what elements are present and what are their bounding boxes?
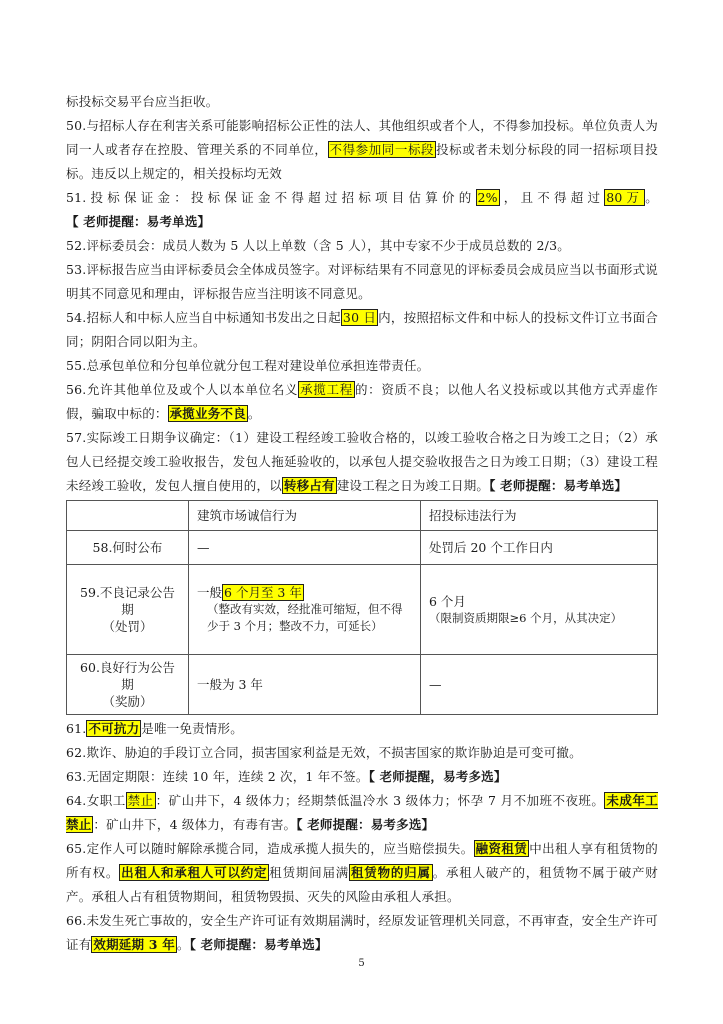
item-64: 64.女职工 禁止 ：矿山井下，4 级体力；经期禁低温冷水 3 级体力；怀孕 7 月不加班不夜班。 未成年工禁止 ：矿山井下，4 级体力，有毒有害。【 老师提醒：易考多选】 [66,793,659,832]
highlight-may-agree: 出租人和承租人可以约定 [121,865,268,880]
table-header-row [67,501,658,531]
highlight-ownership: 租赁物的归属 [351,865,431,880]
highlight-6m-3y: 6 个月至 3 年 [224,585,302,600]
table-cell: 一般为 3 年 [189,655,421,715]
item-54: 54.招标人和中标人应当自中标通知书发出之日起 30 日 内，按照招标文件和中标人的投标文件订立书面合同；阴阳合同以阳为主。 [66,310,658,349]
table-cell: — [189,531,421,565]
teacher-tip: 【 老师提醒：易考单选】 [66,214,211,229]
item-51: 51.投标保证金：投标保证金不得超过招标项目估算价的 2% ，且不得超过 80万 。【 老师提醒：易考单选】 [66,190,658,229]
row-label: 59.不良记录公告期 （处罚） [67,565,189,655]
table-row [67,531,658,565]
item-61: 61. 不可抗力 是唯一免责情形。 [66,721,243,736]
item-56: 56.允许其他单位及或个人以本单位名义 承揽工程 的：资质不良；以他人名义投标或以其他方式弄虚作假，骗取中标的： 承揽业务不良 。 [66,382,658,421]
row-label: 58.何时公布 [67,531,189,565]
row-label: 60.良好行为公告期 （奖励） [67,655,189,715]
table-cell: 处罚后 20 个工作日内 [421,531,658,565]
item-50: 50.与招标人存在利害关系可能影响招标公正性的法人、其他组织或者个人，不得参加投标。单位负责人为同一人或者存在控股、管理关系的不同单位， 不得参加同一标段 投标或者未划分标段的同一招标项目投标。违反以上规定的，相关投标均无效 [66,118,658,181]
highlight-prohibit: 禁止 [127,793,154,808]
item-66: 66.未发生死亡事故的，安全生产许可证有效期届满时，经原发证管理机关同意，不再审查，安全生产许可证有 效期延期 3 年 。【 老师提醒：易考单选】 [66,913,658,952]
item-62: 62.欺诈、胁迫的手段订立合同，损害国家利益是无效，不损害国家的欺诈胁迫是可变可撤。 [66,745,582,760]
teacher-tip: 【 老师提醒：易考多选】 [296,817,435,832]
highlight-80w: 80万 [606,190,644,205]
item-55: 55.总承包单位和分包单位就分包工程对建设单位承担连带责任。 [66,358,430,373]
highlight-transfer-possession: 转移占有 [283,478,335,493]
table-cell: — [421,655,658,715]
teacher-tip: 【 老师提醒：易考单选】 [189,937,328,952]
highlight-minor-prohibit: 未成年工禁止 [66,793,659,832]
table-row [67,655,658,715]
highlight-extend-3y: 效期延期 3 年 [93,937,175,952]
table-cell: 一般 6 个月至 3 年 （整改有实效，经批准可缩短，但不得少于 3 个月；整改不力，可延长） [189,565,421,655]
paragraph-continuation: 标投标交易平台应当拒收。 [66,94,219,109]
teacher-tip: 【 老师提醒：易考单选】 [489,478,628,493]
table-header-empty [67,501,189,531]
table-cell: 6 个月 （限制资质期限≥6 个月，从其决定） [421,565,658,655]
highlight-same-section: 不得参加同一标段 [329,142,435,157]
table-row [67,565,658,655]
table-header-credit: 建筑市场诚信行为 [189,501,421,531]
highlight-finance-lease: 融资租赁 [475,841,528,856]
teacher-tip: 【 老师提醒，易考多选】 [368,769,507,784]
highlight-contract-project: 承揽工程 [300,382,353,397]
highlight-2pct: 2% [477,190,498,205]
item-52: 52.评标委员会：成员人数为 5 人以上单数（含 5 人），其中专家不少于成员总数的 2/3。 [66,238,570,253]
highlight-30-days: 30 日 [342,310,377,325]
highlight-bad-business: 承揽业务不良 [169,406,246,421]
item-65: 65.定作人可以随时解除承揽合同，造成承揽人损失的，应当赔偿损失。 融资租赁 中出租人享有租赁物的所有权。 出租人和承租人可以约定 租赁期间届满 租赁物的归属 。承租人破产的，租赁物不属于破产财产。承租人占有租赁物期间，租赁物毁损、灭失的风险由承租人承担。 [66,841,659,904]
comparison-table [66,500,658,715]
table-header-violation: 招投标违法行为 [421,501,658,531]
highlight-force-majeure: 不可抗力 [88,721,140,736]
item-57: 57.实际竣工日期争议确定：（1）建设工程经竣工验收合格的，以竣工验收合格之日为竣工之日；（2）承包人已经提交竣工验收报告，发包人拖延验收的，以承包人提交验收报告之日为竣工日期；（3）建设工程未经竣工验收，发包人擅自使用的，以 转移占有 建设工程之日为竣工日期。【 老师提醒：易考单选】 [66,430,658,493]
document-page [66,90,658,957]
item-63: 63.无固定期限：连续 10 年，连续 2 次，1 年不签。【 老师提醒，易考多选】 [66,769,507,784]
item-53: 53.评标报告应当由评标委员会全体成员签字。对评标结果有不同意见的评标委员会成员应当以书面形式说明其不同意见和理由，评标报告应当注明该不同意见。 [66,262,658,301]
page-number: 5 [358,958,365,969]
